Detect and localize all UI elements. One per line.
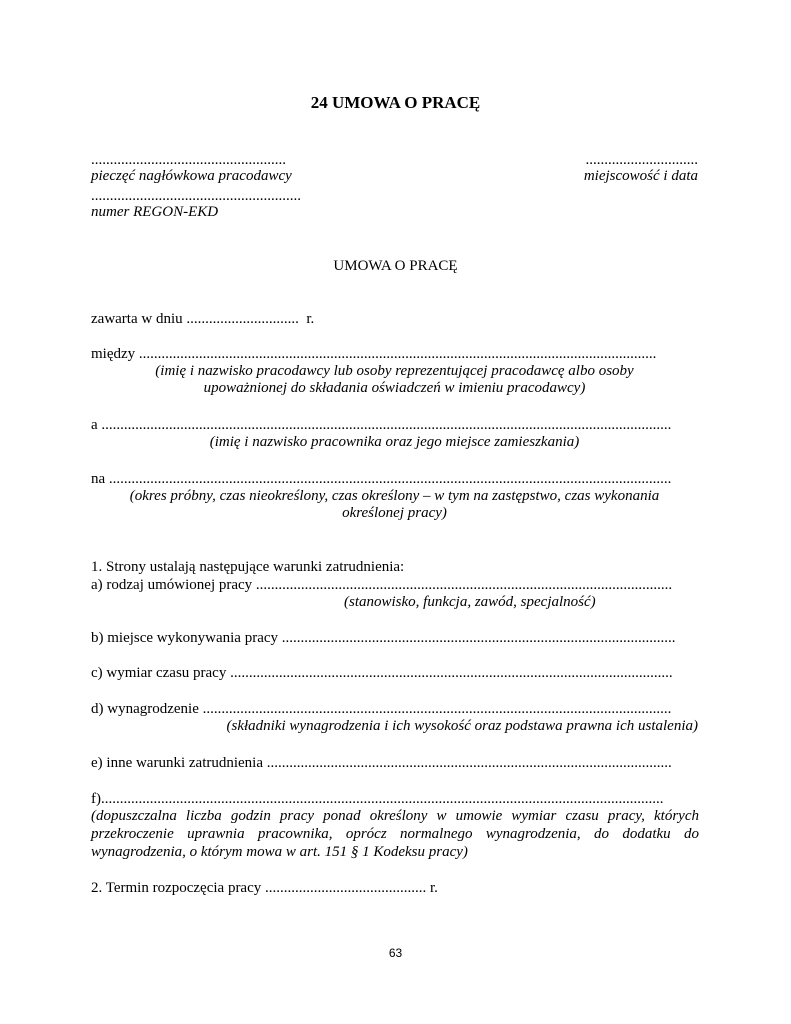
condition-a-line: a) rodzaj umówionej pracy ...............................................................................................................: [91, 577, 673, 593]
employer-line: między ..........................................................................................................................................: [91, 346, 657, 362]
employer-note-2: upoważnionej do składania oświadczeń w imieniu pracodawcy): [203, 380, 586, 396]
contract-type-note-1: (okres próbny, czas nieokreślony, czas określony – w tym na zastępstwo, czas wykonania: [129, 488, 660, 504]
condition-e-line: e) inne warunki zatrudnienia ............................................................................................................: [91, 755, 672, 771]
contract-type-note-2: określonej pracy): [342, 505, 447, 521]
condition-f-note-1: (dopuszczalna liczba godzin pracy ponad określony w umowie wymiar czasu pracy, których: [91, 808, 699, 824]
employee-note: (imię i nazwisko pracownika oraz jego miejsce zamieszkania): [209, 434, 580, 450]
stamp-dots: ....................................................: [91, 152, 286, 168]
conditions-intro: 1. Strony ustalają następujące warunki zatrudnienia:: [91, 559, 405, 575]
place-date-dots: ..............................: [585, 152, 698, 168]
document-title: 24 UMOWA O PRACĘ: [310, 93, 481, 112]
place-date-label: miejscowość i data: [583, 168, 698, 184]
regon-label: numer REGON-EKD: [91, 204, 219, 220]
start-date-line: 2. Termin rozpoczęcia pracy ........................................... r.: [91, 880, 438, 896]
condition-c-line: c) wymiar czasu pracy ......................................................................................................................: [91, 665, 673, 681]
stamp-label: pieczęć nagłówkowa pracodawcy: [91, 168, 292, 184]
condition-f-line: f)......................................................................................................................................................: [91, 791, 664, 807]
condition-d-line: d) wynagrodzenie .............................................................................................................................: [91, 701, 672, 717]
regon-dots: ........................................................: [91, 188, 301, 204]
page-number: 63: [388, 946, 403, 960]
condition-b-line: b) miejsce wykonywania pracy .........................................................................................................: [91, 630, 676, 646]
employee-line: a ........................................................................................................................................................: [91, 417, 672, 433]
condition-d-note: (składniki wynagrodzenia i ich wysokość oraz podstawa prawna ich ustalenia): [226, 718, 698, 734]
contract-type-line: na ......................................................................................................................................................: [91, 471, 672, 487]
concluded-date-line: zawarta w dniu .............................. r.: [91, 311, 315, 327]
condition-f-note-2: przekroczenie uprawnia pracownika, oprócz normalnego wynagrodzenia, do dodatku do: [91, 826, 699, 842]
condition-a-note: (stanowisko, funkcja, zawód, specjalność): [344, 594, 596, 610]
contract-subtitle: UMOWA O PRACĘ: [333, 258, 458, 274]
condition-f-note-3: wynagrodzenia, o którym mowa w art. 151 § 1 Kodeksu pracy): [91, 844, 468, 860]
employer-note-1: (imię i nazwisko pracodawcy lub osoby reprezentującej pracodawcę albo osoby: [155, 363, 634, 379]
